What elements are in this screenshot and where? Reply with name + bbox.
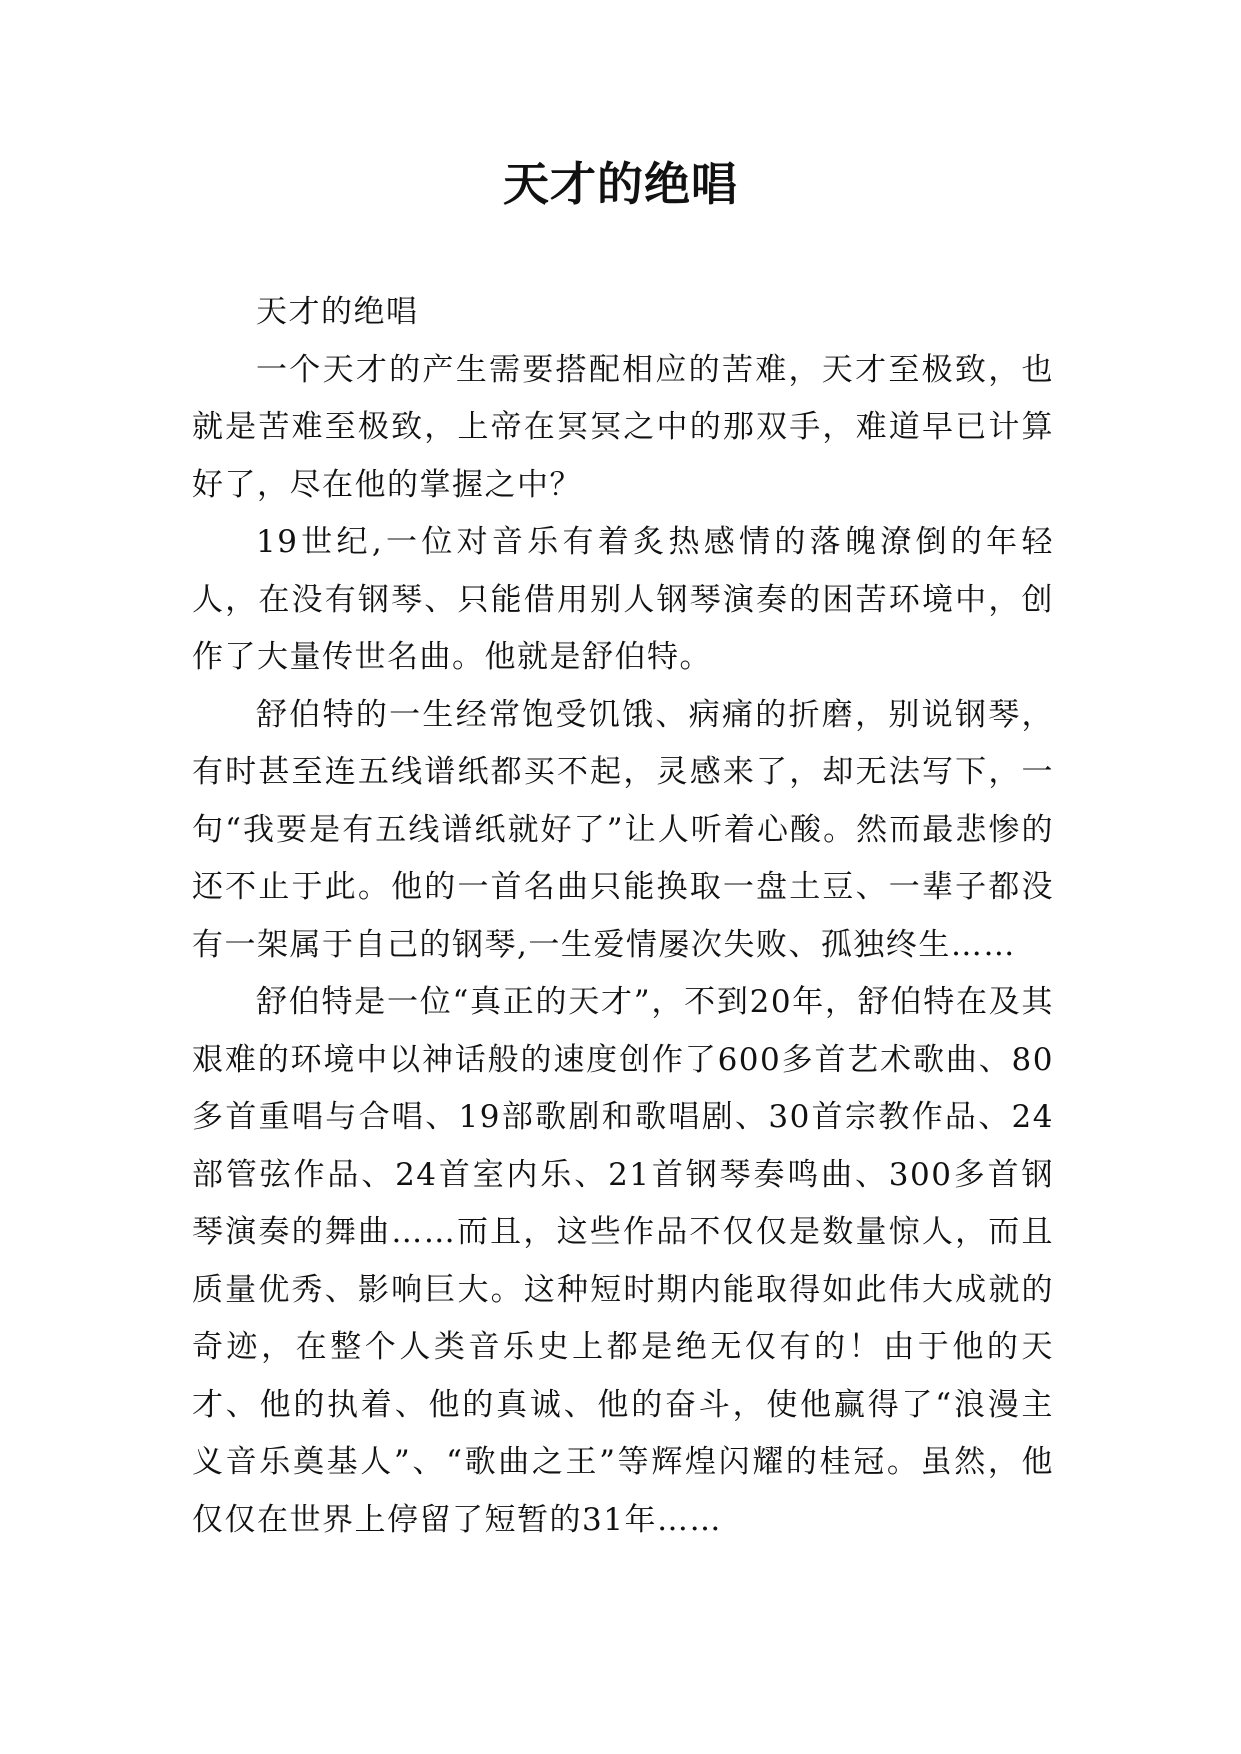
paragraph: 一个天才的产生需要搭配相应的苦难，天才至极致，也就是苦难至极致，上帝在冥冥之中的那双手，难道早已计算好了，尽在他的掌握之中？	[192, 351, 1054, 503]
paragraph: 舒伯特是一位“真正的天才”，不到20年，舒伯特在及其艰难的环境中以神话般的速度创作了600多首艺术歌曲、80多首重唱与合唱、19部歌剧和歌唱剧、30首宗教作品、24部管弦作品、24首室内乐、21首钢琴奏鸣曲、300多首钢琴演奏的舞曲……而且，这些作品不仅仅是数量惊人，而且质量优秀、影响巨大。这种短时期内能取得如此伟大成就的奇迹，在整个人类音乐史上都是绝无仅有的！由于他的天才、他的执着、他的真诚、他的奋斗，使他赢得了“浪漫主义音乐奠基人”、“歌曲之王”等辉煌闪耀的桂冠。虽然，他仅仅在世界上停留了短暂的31年……	[192, 984, 1054, 1538]
document-body	[192, 284, 1054, 1549]
document-title: 天才的绝唱	[503, 157, 738, 211]
paragraph-heading: 天才的绝唱	[256, 294, 419, 330]
paragraph: 19世纪,一位对音乐有着炙热感情的落魄潦倒的年轻人，在没有钢琴、只能借用别人钢琴演奏的困苦环境中，创作了大量传世名曲。他就是舒伯特。	[192, 524, 1054, 675]
paragraph: 舒伯特的一生经常饱受饥饿、病痛的折磨，别说钢琴，有时甚至连五线谱纸都买不起，灵感来了，却无法写下，一句“我要是有五线谱纸就好了”让人听着心酸。然而最悲惨的还不止于此。他的一首名曲只能换取一盘土豆、一辈子都没有一架属于自己的钢琴,一生爱情屡次失败、孤独终生……	[192, 696, 1054, 963]
